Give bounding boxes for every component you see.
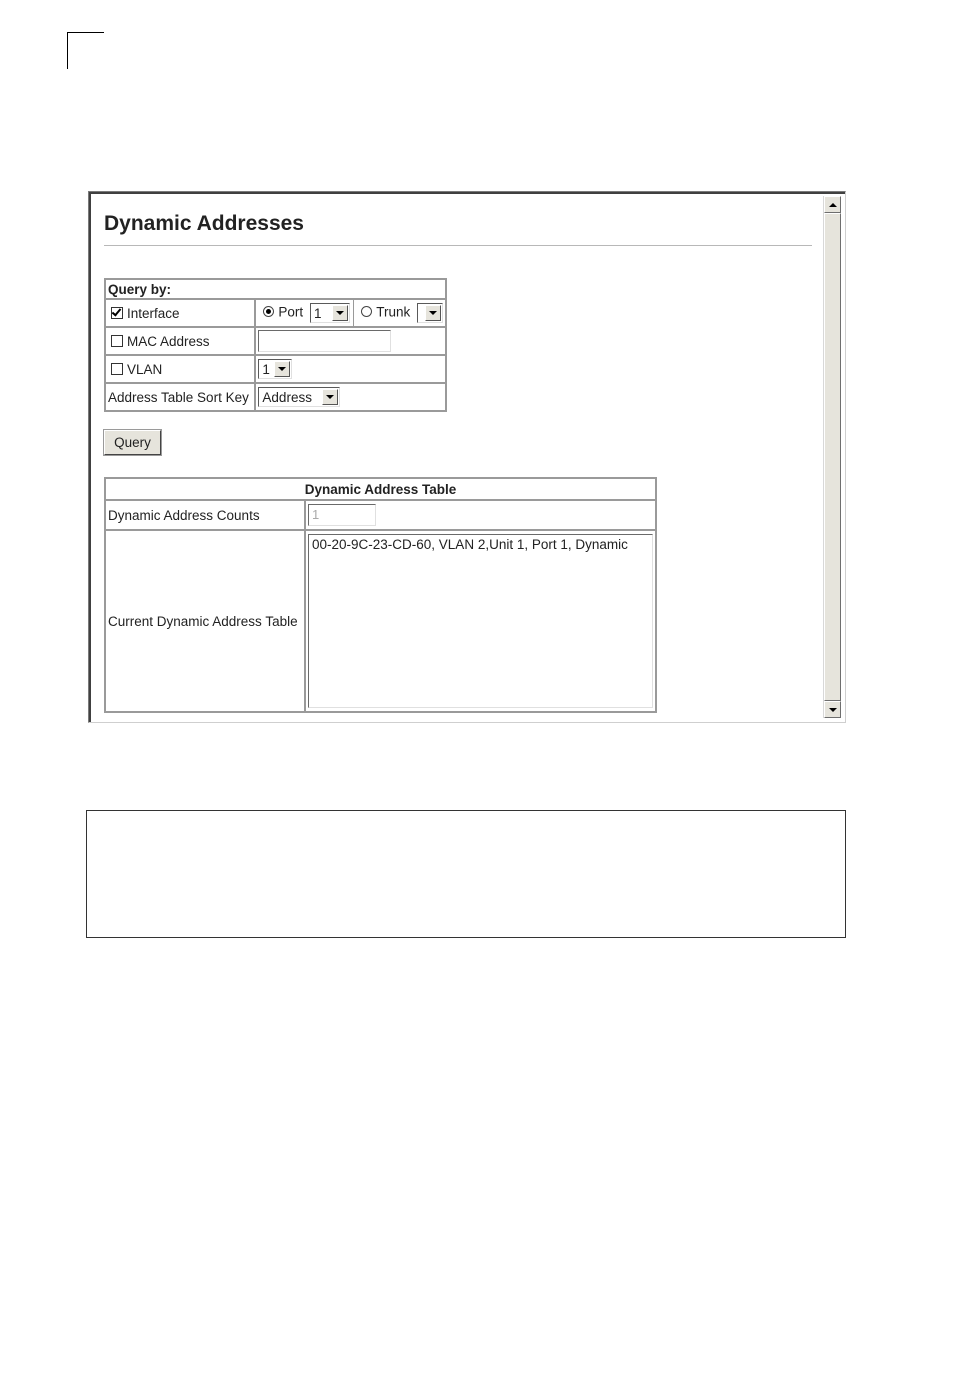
dropdown-arrow-icon[interactable] bbox=[332, 305, 348, 321]
counts-label: Dynamic Address Counts bbox=[108, 507, 260, 523]
interface-cell bbox=[105, 299, 255, 327]
mac-checkbox-icon[interactable] bbox=[111, 335, 123, 347]
vlan-label: VLAN bbox=[127, 361, 163, 377]
vlan-cell bbox=[105, 355, 255, 383]
current-table-label-cell bbox=[105, 530, 305, 712]
list-item[interactable]: 00-20-9C-23-CD-60, VLAN 2,Unit 1, Port 1, Dynamic bbox=[312, 537, 628, 552]
vlan-select-value: 1 bbox=[262, 361, 270, 377]
page-corner-mark bbox=[67, 32, 104, 69]
trunk-radio-icon[interactable] bbox=[361, 306, 372, 317]
port-select[interactable] bbox=[310, 303, 350, 323]
port-cell bbox=[255, 299, 353, 327]
dropdown-arrow-icon[interactable] bbox=[425, 305, 441, 321]
interface-checkbox-icon[interactable] bbox=[111, 307, 123, 319]
dynamic-table-header: Dynamic Address Table bbox=[105, 478, 656, 500]
scroll-down-arrow-icon[interactable] bbox=[824, 701, 841, 718]
port-select-value: 1 bbox=[313, 305, 322, 321]
mac-label: MAC Address bbox=[127, 333, 210, 349]
dropdown-arrow-icon[interactable] bbox=[274, 361, 290, 377]
query-button[interactable]: Query bbox=[104, 430, 161, 455]
trunk-label: Trunk bbox=[376, 304, 411, 320]
address-list-box[interactable] bbox=[308, 534, 653, 708]
mac-cell bbox=[105, 327, 255, 355]
trunk-select[interactable] bbox=[417, 303, 443, 323]
counts-value-cell bbox=[305, 500, 656, 530]
query-table bbox=[104, 278, 447, 412]
scroll-up-arrow-icon[interactable] bbox=[824, 196, 841, 213]
vertical-scrollbar[interactable] bbox=[823, 196, 841, 718]
sort-key-cell bbox=[105, 383, 255, 411]
interface-label: Interface bbox=[127, 305, 180, 321]
mac-input-cell bbox=[255, 327, 446, 355]
sort-key-label: Address Table Sort Key bbox=[108, 389, 249, 405]
scrollbar-thumb[interactable] bbox=[824, 213, 841, 701]
caption-box bbox=[86, 810, 846, 938]
title-divider bbox=[104, 245, 812, 247]
browser-frame bbox=[88, 191, 846, 723]
trunk-cell bbox=[353, 299, 446, 327]
port-radio-icon[interactable] bbox=[263, 306, 274, 317]
query-header: Query by: bbox=[105, 279, 446, 299]
page-title: Dynamic Addresses bbox=[104, 212, 304, 235]
current-table-label: Current Dynamic Address Table bbox=[108, 613, 298, 629]
dropdown-arrow-icon[interactable] bbox=[322, 389, 338, 405]
vlan-select-cell bbox=[255, 355, 446, 383]
port-label: Port bbox=[278, 304, 304, 320]
current-table-cell bbox=[305, 530, 656, 712]
sort-key-select-cell bbox=[255, 383, 446, 411]
sort-key-select[interactable] bbox=[258, 387, 340, 407]
counts-field: 1 bbox=[308, 504, 376, 526]
vlan-checkbox-icon[interactable] bbox=[111, 363, 123, 375]
dynamic-address-table bbox=[104, 477, 657, 713]
mac-address-input[interactable] bbox=[258, 330, 391, 352]
vlan-select[interactable] bbox=[258, 359, 292, 379]
counts-label-cell bbox=[105, 500, 305, 530]
sort-key-select-value: Address bbox=[262, 389, 312, 405]
